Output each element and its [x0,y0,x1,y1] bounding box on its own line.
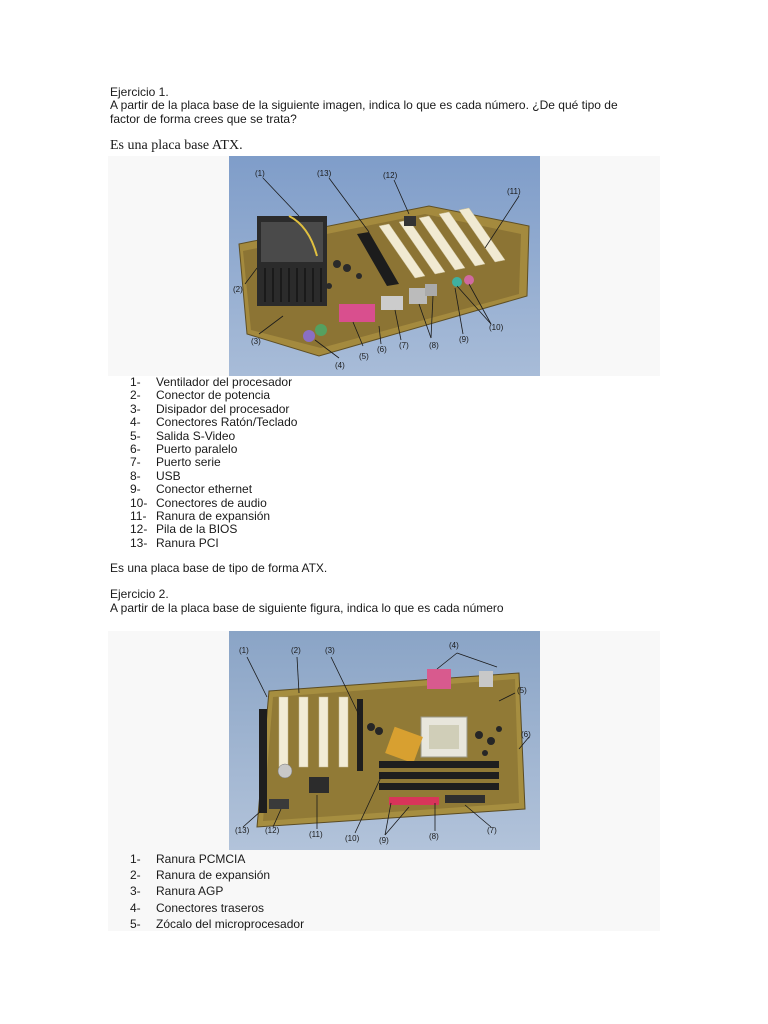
motherboard-photo-1 [229,156,540,376]
list-item: 12- Pila de la BIOS [130,522,238,537]
ex1-callout-1: (1) [255,169,265,178]
ex2-callout-7: (7) [487,826,497,835]
ex1-callout-7: (7) [399,341,409,350]
list-item: 10- Conectores de audio [130,495,267,510]
list-item: 11- Ranura de expansión [130,508,271,523]
list-item: 3- Ranura AGP [130,884,224,899]
ex2-component-list [130,851,304,932]
list-item: 2- Ranura de expansión [130,868,271,883]
ex1-callout-10: (10) [489,323,504,332]
list-item: 1- Ventilador del procesador [130,375,293,389]
list-item: 7- Puerto serie [130,455,221,470]
list-item: 5- Salida S-Video [130,428,236,443]
list-item: 2- Conector de potencia [130,388,271,403]
ex1-callout-8: (8) [429,341,439,350]
ex1-callout-11: (11) [507,187,521,196]
ex1-callout-4: (4) [335,361,345,370]
ex2-callout-11: (11) [309,830,323,839]
ex1-callout-5: (5) [359,352,369,361]
list-item: 9- Conector ethernet [130,482,253,497]
ex2-heading: Ejercicio 2. [110,587,169,601]
ex2-callout-3: (3) [325,646,335,655]
list-item: 13- Ranura PCI [130,535,219,550]
ex2-callout-13: (13) [235,826,250,835]
ex1-callout-3: (3) [251,337,261,346]
ex1-callout-2: (2) [233,285,243,294]
ex1-callout-12: (12) [383,171,398,180]
list-item: 1- Ranura PCMCIA [130,852,246,866]
list-item: 8- USB [130,468,181,483]
ex2-prompt: A partir de la placa base de siguiente figura, indica lo que es cada número [110,601,504,615]
list-item: 6- Puerto paralelo [130,441,238,456]
ex2-callout-6: (6) [521,730,531,739]
ex2-callout-1: (1) [239,646,249,655]
ex2-callout-12: (12) [265,826,280,835]
ex1-heading: Ejercicio 1. [110,85,169,99]
ex1-callout-13: (13) [317,169,332,178]
ex1-conclusion: Es una placa base de tipo de forma ATX. [110,561,328,575]
ex1-prompt-line1: A partir de la placa base de la siguiente imagen, indica lo que es cada número. ¿De qué tipo de [110,98,618,112]
ex1-callout-9: (9) [459,335,469,344]
ex1-component-list [130,376,297,550]
list-item: 4- Conectores traseros [130,900,265,915]
ex1-answer-heading: Es una placa base ATX. [110,138,243,153]
ex1-callout-6: (6) [377,345,387,354]
ex2-callout-9: (9) [379,836,389,845]
ex1-prompt-line2: factor de forma crees que se trata? [110,112,297,126]
list-item: 4- Conectores Ratón/Teclado [130,415,298,430]
motherboard-photo-2 [229,631,540,850]
ex2-callout-5: (5) [517,686,527,695]
ex2-callout-8: (8) [429,832,439,841]
ex2-callout-4: (4) [449,641,459,650]
list-item: 3- Disipador del procesador [130,401,290,416]
list-item: 5- Zócalo del microprocesador [130,916,305,931]
ex2-callout-2: (2) [291,646,301,655]
ex2-callout-10: (10) [345,834,360,843]
